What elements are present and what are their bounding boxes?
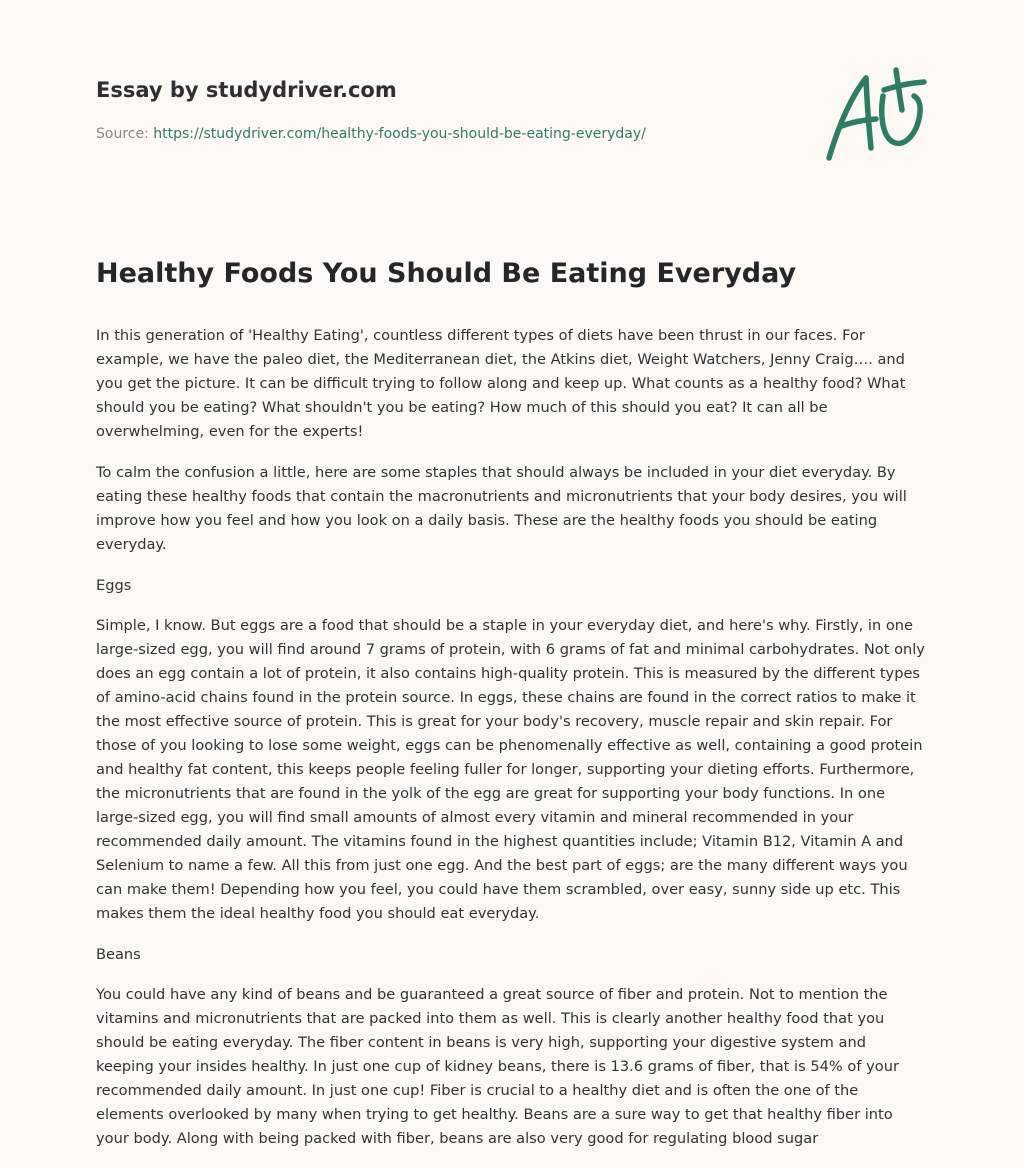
article-title: Healthy Foods You Should Be Eating Everyday bbox=[96, 258, 797, 289]
document-header bbox=[96, 76, 796, 144]
source-link[interactable]: https://studydriver.com/healthy-foods-you-should-be-eating-everyday/ bbox=[153, 126, 646, 142]
a-plus-logo-icon bbox=[820, 66, 930, 166]
paragraph-beans: You could have any kind of beans and be guaranteed a great source of fiber and protein. Not to mention the vitamins and micronutrients that are packed into them as well. This is clearly another healthy food that you should be eating everyday. The fiber content in beans is very high, supporting your digestive system and keeping your insides healthy. In just one cup of kidney beans, there is 13.6 grams of fiber, that is 54% of your recommended daily amount. In just one cup! Fiber is crucial to a healthy diet and is often the one of the elements overlooked by many when trying to get healthy. Beans are a sure way to get that healthy fiber into your body. Along with being packed with fiber, beans are also very good for regulating blood sugar bbox=[96, 986, 899, 1147]
section-heading-eggs: Eggs bbox=[96, 577, 132, 594]
source-line bbox=[96, 124, 796, 144]
brand-title: Essay by studydriver.com bbox=[96, 78, 397, 102]
paragraph-staples: To calm the confusion a little, here are some staples that should always be included in your diet everyday. By eating these healthy foods that contain the macronutrients and micronutrients that your body desires, you will improve how you feel and how you look on a daily basis. These are the healthy foods you should be eating everyday. bbox=[96, 464, 907, 553]
article-body bbox=[96, 254, 928, 1168]
paragraph-eggs: Simple, I know. But eggs are a food that should be a staple in your everyday diet, and here's why. Firstly, in one large-sized egg, you will find around 7 grams of protein, with 6 grams of fat and minimal carbohydrates. Not only does an egg contain a lot of protein, it also contains high-quality protein. This is measured by the different types of amino-acid chains found in the protein source. In eggs, these chains are found in the correct ratios to make it the most effective source of protein. This is great for your body's recovery, muscle repair and skin repair. For those of you looking to lose some weight, eggs can be phenomenally effective as well, containing a good protein and healthy fat content, this keeps people feeling fuller for longer, supporting your dieting efforts. Furthermore, the micronutrients that are found in the yolk of the egg are great for supporting your body functions. In one large-sized egg, you will find small amounts of almost every vitamin and mineral recommended in your recommended daily amount. The vitamins found in the highest quantities include; Vitamin B12, Vitamin A and Selenium to name a few. All this from just one egg. And the best part of eggs; are the many different ways you can make them! Depending how you feel, you could have them scrambled, over easy, sunny side up etc. This makes them the ideal healthy food you should eat everyday. bbox=[96, 617, 925, 922]
source-label: Source: bbox=[96, 126, 149, 142]
paragraph-intro: In this generation of 'Healthy Eating', countless different types of diets have been thrust in our faces. For example, we have the paleo diet, the Mediterranean diet, the Atkins diet, Weight Watchers, Jenny Craig…. and you get the picture. It can be difficult trying to follow along and keep up. What counts as a healthy food? What should you be eating? What shouldn't you be eating? How much of this should you eat? It can all be overwhelming, even for the experts! bbox=[96, 327, 906, 440]
section-heading-beans: Beans bbox=[96, 946, 141, 963]
